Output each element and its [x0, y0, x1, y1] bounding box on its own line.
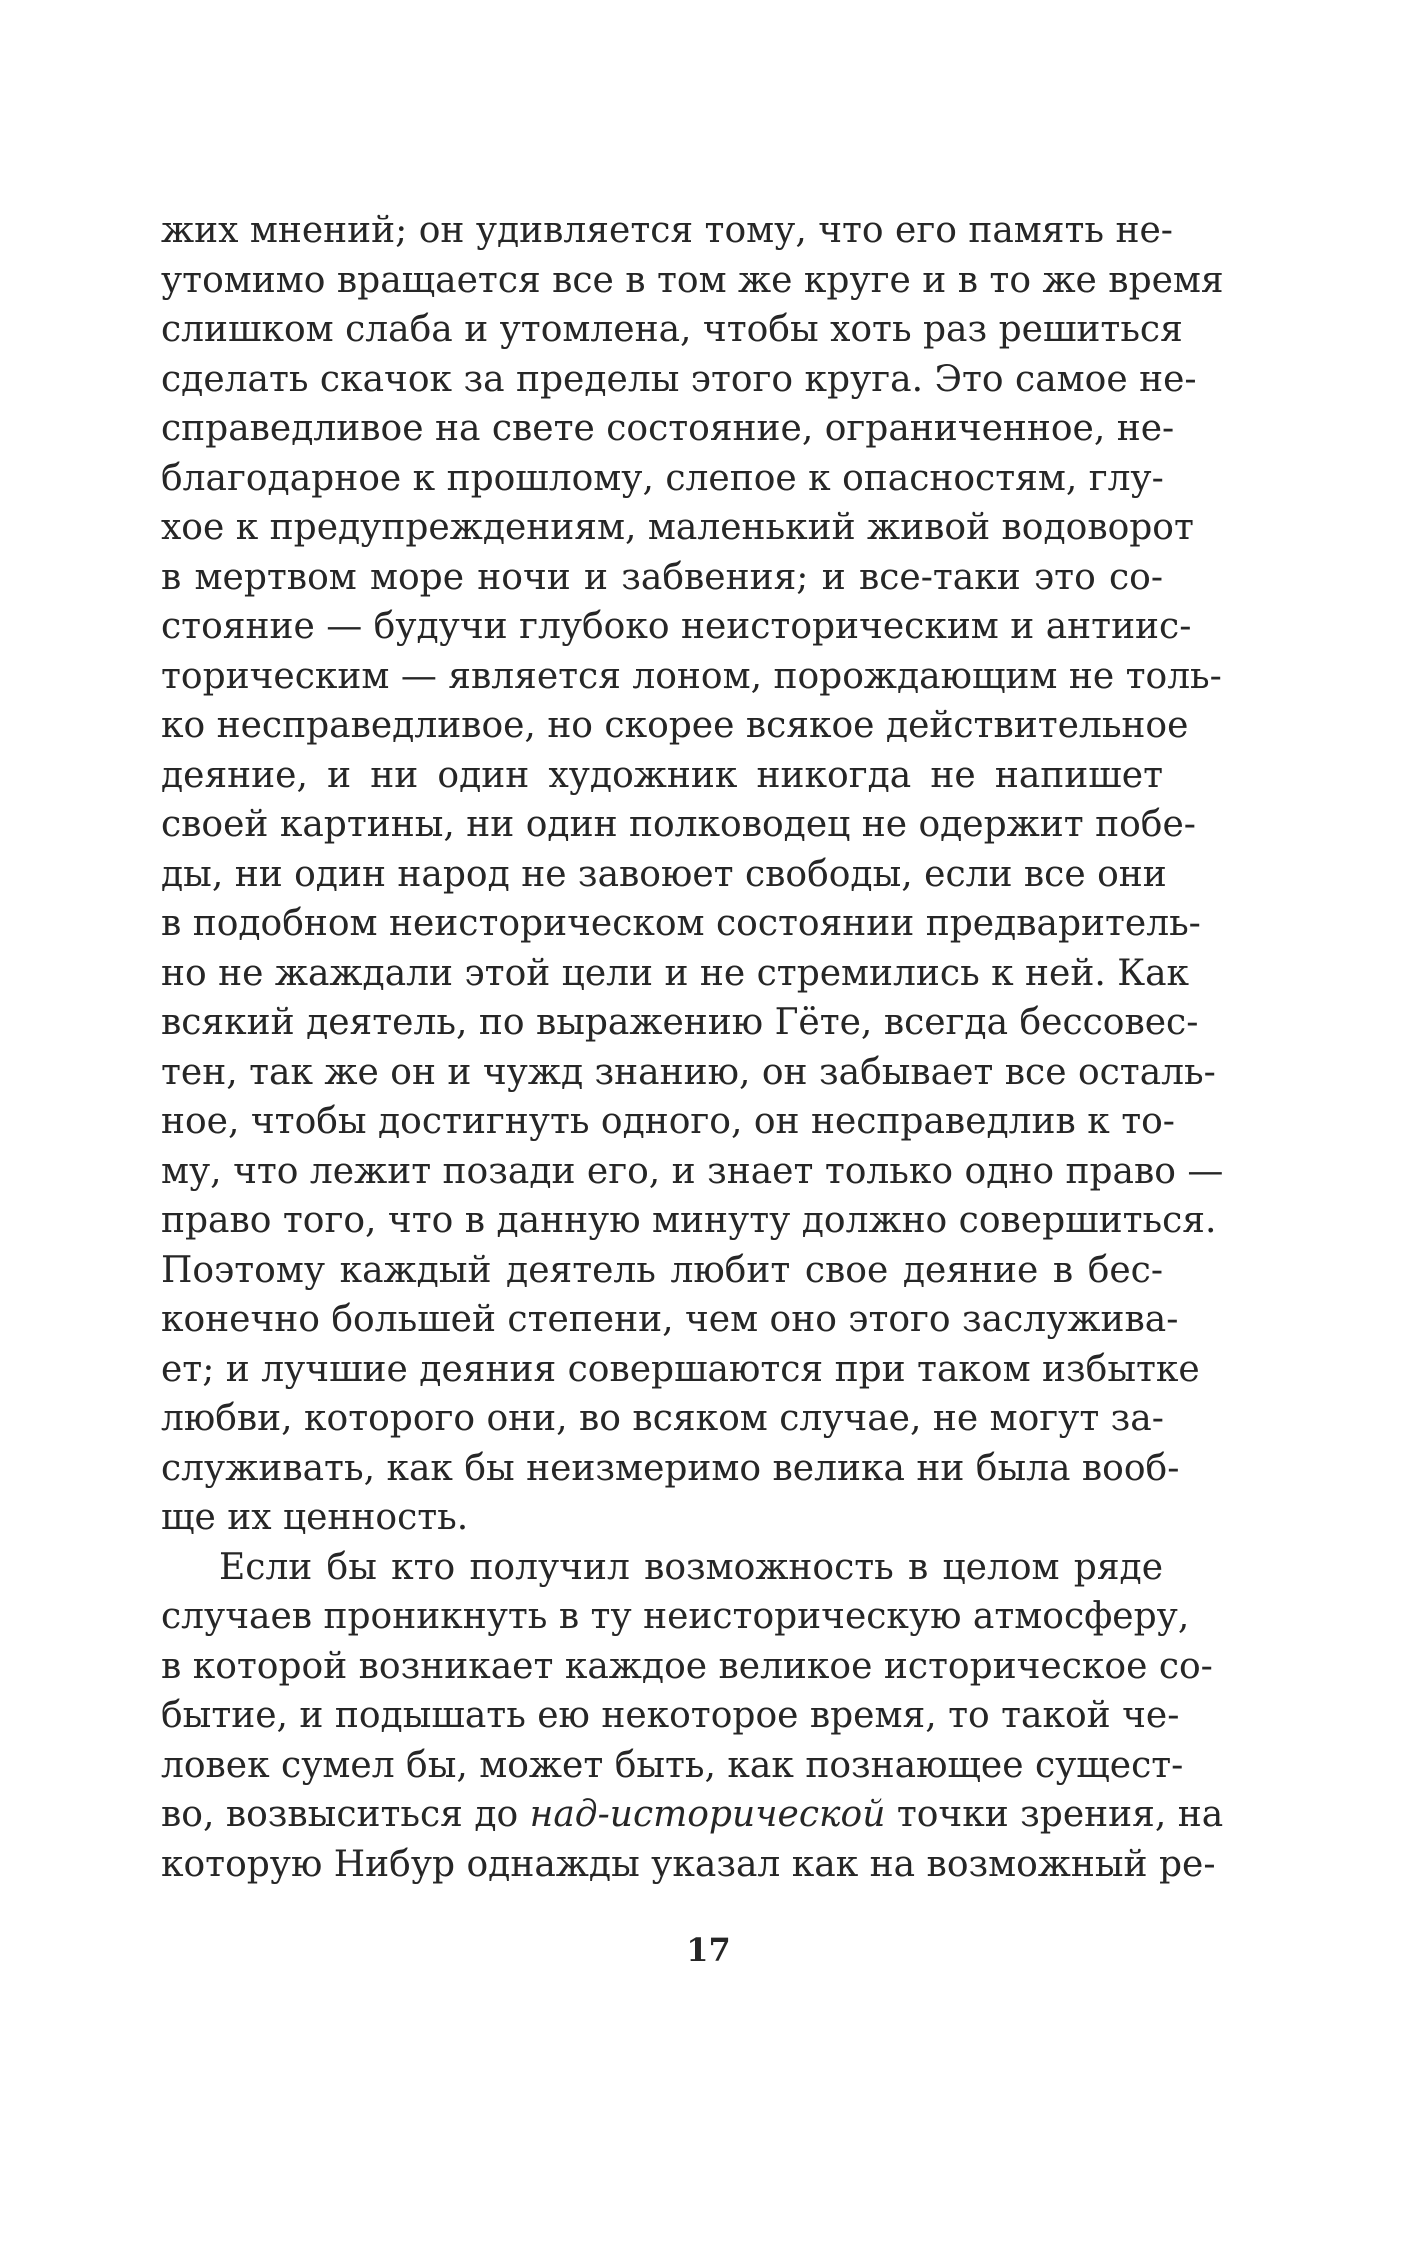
- text-line: [161, 1790, 1224, 1840]
- text-line: любви, которого они, во всяком случае, не могут за-: [161, 1398, 1164, 1439]
- text-segment: во, возвыситься до: [161, 1794, 530, 1835]
- text-line: но не жаждали этой цели и не стремились к ней. Как: [161, 952, 1190, 994]
- text-line: случаев проникнуть в ту неисторическую атмосферу,: [161, 1596, 1190, 1637]
- text-line: служивать, как бы неизмеримо велика ни была вооб-: [161, 1447, 1180, 1489]
- text-line: хое к предупреждениям, маленький живой водоворот: [161, 507, 1194, 548]
- text-line: всякий деятель, по выражению Гёте, всегда бессовес-: [161, 1002, 1199, 1043]
- text-line: которую Нибур однажды указал как на возможный ре-: [161, 1843, 1216, 1885]
- text-line: ко несправедливое, но скорее всякое действительное: [161, 705, 1189, 746]
- text-line: Поэтому каждый деятель любит свое деяние в бес-: [161, 1249, 1163, 1291]
- text-line: ловек сумел бы, может быть, как познающее сущест-: [161, 1744, 1184, 1786]
- italic-term: над-исторической: [529, 1794, 886, 1835]
- text-line: в которой возникает каждое великое историческое со-: [161, 1645, 1213, 1687]
- text-line: ное, чтобы достигнуть одного, он несправедлив к то-: [161, 1101, 1175, 1142]
- text-line: ет; и лучшие деяния совершаются при таком избытке: [161, 1348, 1200, 1390]
- text-line: своей картины, ни один полководец не одержит побе-: [161, 804, 1196, 845]
- text-line: право того, что в данную минуту должно совершиться.: [161, 1200, 1217, 1241]
- text-line: благодарное к прошлому, слепое к опасностям, глу-: [161, 457, 1164, 499]
- text-line: тен, так же он и чужд знанию, он забывает все осталь-: [161, 1051, 1216, 1093]
- text-line: жих мнений; он удивляется тому, что его память не-: [161, 210, 1173, 251]
- text-line: торическим — является лоном, порождающим не толь-: [161, 655, 1222, 697]
- text-line: стояние — будучи глубоко неисторическим и антиис-: [161, 606, 1192, 647]
- text-line: ще их ценность.: [161, 1497, 469, 1538]
- text-line: в подобном неисторическом состоянии предваритель-: [161, 903, 1201, 944]
- text-line: сделать скачок за пределы этого круга. Это самое не-: [161, 358, 1197, 400]
- text-line: му, что лежит позади его, и знает только одно право —: [161, 1150, 1224, 1192]
- text-segment: точки зрения, на: [885, 1794, 1224, 1835]
- text-line: деяние, и ни один художник никогда не напишет: [161, 754, 1163, 796]
- text-line: ды, ни один народ не завоюет свободы, если все они: [161, 853, 1167, 895]
- page-number: 17: [686, 1931, 731, 1969]
- text-line: бытие, и подышать ею некоторое время, то такой че-: [161, 1695, 1180, 1736]
- text-line: конечно большей степени, чем оно этого заслужива-: [161, 1299, 1179, 1340]
- body-text: [161, 206, 1224, 1889]
- text-line: Если бы кто получил возможность в целом ряде: [219, 1546, 1163, 1588]
- text-line: утомимо вращается все в том же круге и в то же время: [161, 259, 1224, 301]
- text-line: в мертвом море ночи и забвения; и все-таки это со-: [161, 556, 1163, 598]
- text-line: слишком слаба и утомлена, чтобы хоть раз решиться: [161, 309, 1183, 350]
- text-line: справедливое на свете состояние, ограниченное, не-: [161, 408, 1175, 449]
